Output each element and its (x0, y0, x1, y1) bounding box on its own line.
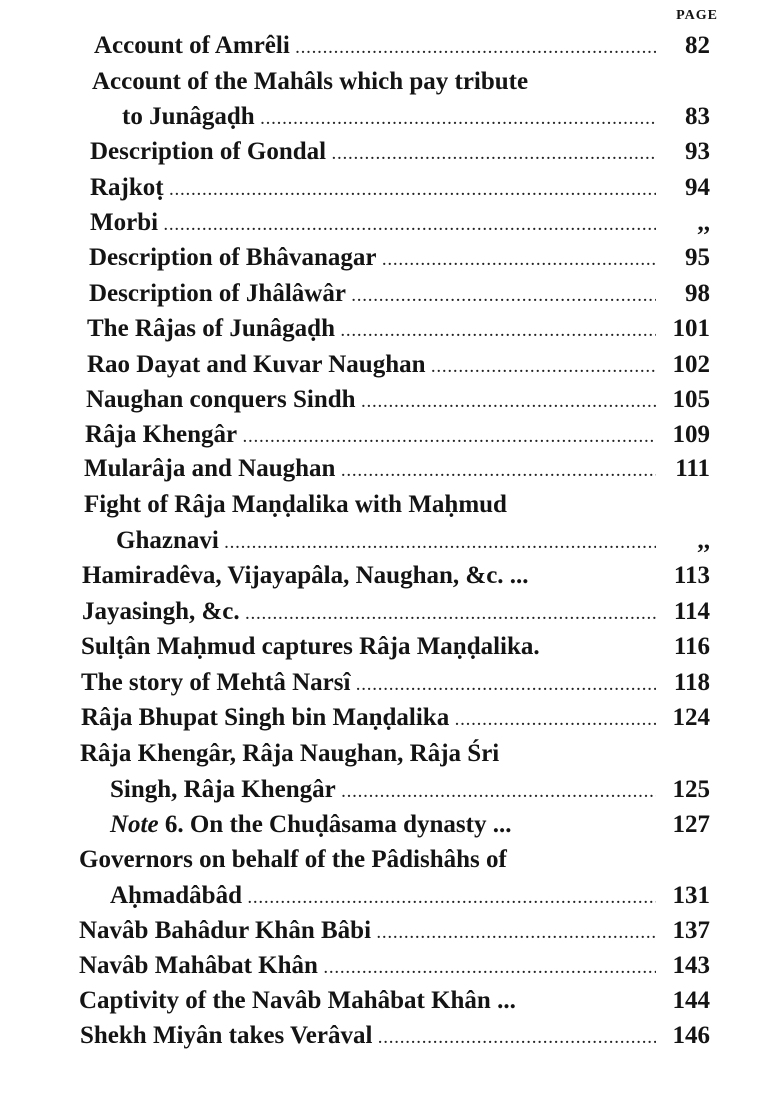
toc-entry (87, 351, 710, 385)
entry-title: Mularâja and Naughan (84, 455, 336, 482)
entry-title: Account of the Mahâls which pay tribute (92, 68, 529, 95)
toc-entry (85, 421, 710, 455)
entry-title: Description of Bhâvanagar (89, 244, 377, 271)
dot-leader (378, 1032, 656, 1048)
entry-title: Description of Gondal (90, 138, 327, 165)
toc-entry (79, 987, 710, 1021)
toc-entry (110, 811, 710, 845)
dot-leader (356, 679, 656, 695)
toc-entry (90, 138, 710, 172)
toc-entry (89, 244, 710, 278)
entry-title: Governors on behalf of the Pâdishâhs of (79, 846, 507, 873)
entry-page: 109 (672, 421, 710, 448)
dot-leader (383, 254, 657, 270)
entry-title: Naughan conquers Sindh (86, 386, 356, 413)
toc-entry (122, 103, 710, 137)
toc-entry (79, 917, 710, 951)
entry-title: Shekh Miyân takes Verâval (80, 1022, 373, 1049)
entry-title: Râja Khengâr, Râja Naughan, Râja Śri (80, 740, 500, 767)
toc-entry (89, 280, 710, 314)
entry-title: Description of Jhâlâwâr (89, 280, 346, 307)
toc-entry (80, 1022, 710, 1056)
entry-page: 98 (685, 280, 710, 307)
page-column-label: PAGE (676, 8, 718, 23)
dot-leader (362, 396, 656, 412)
entry-title: to Junâgaḍh (122, 103, 255, 130)
entry-title: Rajkoṭ (90, 174, 164, 201)
entry-page: 143 (672, 952, 710, 979)
dot-leader (324, 962, 656, 978)
entry-page: 94 (685, 174, 710, 201)
entry-title: Morbi (90, 209, 159, 236)
entry-title: Navâb Mahâbat Khân (79, 952, 318, 979)
entry-page: 113 (673, 562, 710, 589)
dot-leader (261, 113, 656, 129)
entry-title: Ghaznavi (116, 527, 219, 554)
toc-entry (86, 386, 710, 420)
entry-page: 131 (672, 882, 710, 909)
entry-page: 144 (672, 987, 710, 1014)
entry-title: The story of Mehtâ Narsî (81, 669, 351, 696)
entry-title: Aḥmadâbâd (110, 882, 242, 909)
entry-title: Jayasingh, &c. (82, 598, 240, 625)
toc-entry (90, 174, 710, 208)
dot-leader (352, 290, 656, 306)
entry-title: Hamiradêva, Vijayapâla, Naughan, &c. ... (82, 562, 529, 589)
toc-entry (90, 209, 710, 243)
dot-leader (341, 325, 656, 341)
dot-leader (377, 927, 656, 943)
toc-entry (81, 669, 710, 703)
note-label: Note (110, 811, 159, 838)
entry-title: Captivity of the Navâb Mahâbat Khân ... (79, 987, 516, 1014)
entry-page: 102 (672, 351, 710, 378)
dot-leader (246, 608, 656, 624)
entry-title: Râja Khengâr (85, 421, 238, 448)
entry-page: 124 (672, 704, 710, 731)
dot-leader (341, 465, 656, 481)
toc-entry (82, 598, 710, 632)
entry-title: Sulṭân Maḥmud captures Râja Maṇḍalika. (81, 633, 540, 660)
dot-leader (243, 431, 656, 447)
entry-page: 105 (672, 386, 710, 413)
dot-leader (342, 786, 656, 802)
entry-page: 111 (675, 455, 710, 482)
dot-leader (225, 537, 656, 553)
toc-entry (79, 952, 710, 986)
entry-page: ,, (697, 209, 710, 236)
entry-page: 83 (685, 103, 710, 130)
toc-entry (84, 491, 710, 525)
entry-title: Note 6. On the Chuḍâsama dynasty ... (110, 811, 512, 838)
dot-leader (164, 219, 656, 235)
entry-page: 118 (673, 669, 710, 696)
entry-page: 127 (672, 811, 710, 838)
entry-page: 82 (685, 32, 710, 59)
entry-title: Fight of Râja Maṇḍalika with Maḥmud (84, 491, 507, 518)
entry-title: Singh, Râja Khengâr (110, 776, 336, 803)
entry-page: 114 (673, 598, 710, 625)
entry-page: 95 (685, 244, 710, 271)
entry-title: Navâb Bahâdur Khân Bâbi (79, 917, 372, 944)
dot-leader (332, 148, 656, 164)
entry-page: 125 (672, 776, 710, 803)
entry-title: Account of Amrêli (94, 32, 290, 59)
toc-entry (81, 704, 710, 738)
entry-page: 137 (672, 917, 710, 944)
entry-page: 146 (672, 1022, 710, 1049)
entry-title: The Râjas of Junâgaḍh (87, 315, 335, 342)
dot-leader (296, 42, 656, 58)
toc-entry (116, 527, 710, 561)
entry-title: Rao Dayat and Kuvar Naughan (87, 351, 426, 378)
entry-title: Râja Bhupat Singh bin Maṇḍalika (81, 704, 450, 731)
toc-entry (79, 846, 710, 880)
entry-page: 116 (673, 633, 710, 660)
toc-entry (110, 882, 710, 916)
dot-leader (455, 714, 656, 730)
toc-entry (84, 455, 710, 489)
toc-entry (110, 776, 710, 810)
toc-entry (82, 562, 710, 596)
dot-leader (432, 361, 656, 377)
toc-entry (81, 633, 710, 667)
dot-leader (248, 892, 656, 908)
toc-entry (92, 68, 710, 102)
toc-entry (87, 315, 710, 349)
entry-page: 101 (672, 315, 710, 342)
dot-leader (170, 184, 656, 200)
entry-page: 93 (685, 138, 710, 165)
toc-entry (80, 740, 710, 774)
toc-entry (94, 32, 710, 66)
entry-page: ,, (697, 527, 710, 554)
